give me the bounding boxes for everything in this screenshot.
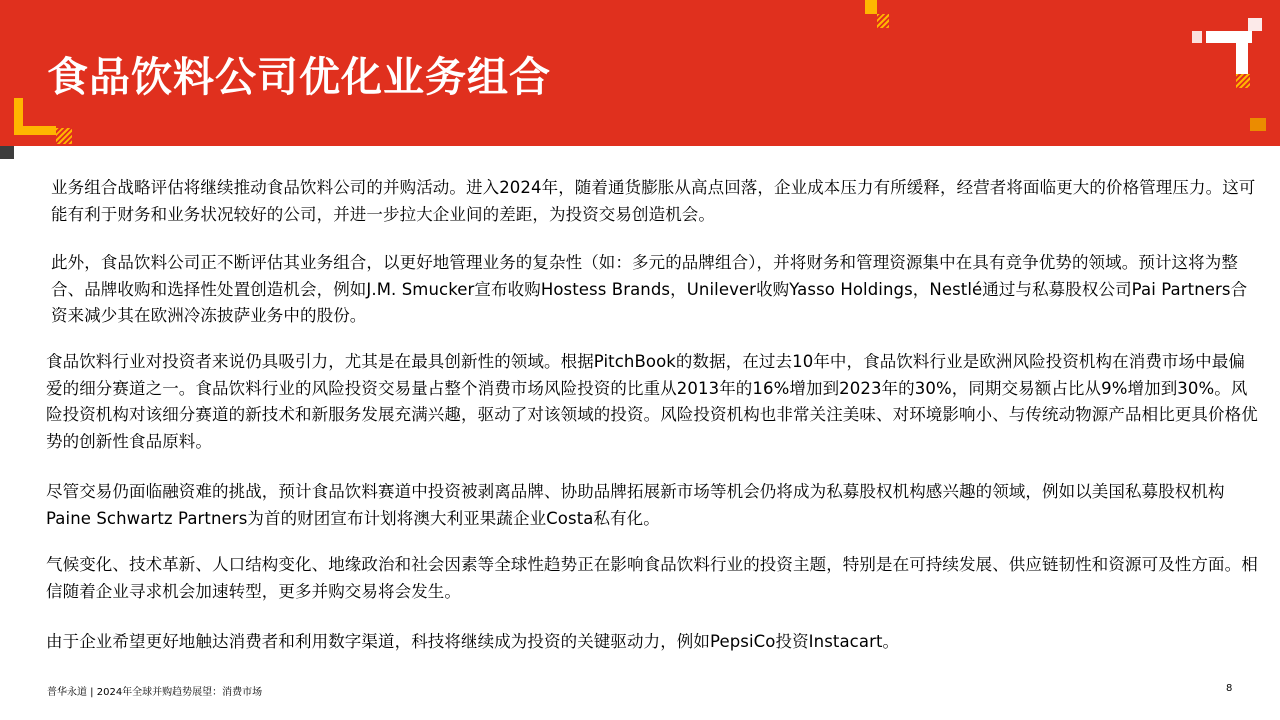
t-mark-top-notch — [1248, 18, 1262, 31]
corner-square-right — [1250, 118, 1266, 131]
hatch-pattern-left — [56, 128, 72, 144]
paragraph-portfolio-review: 此外，食品饮料公司正不断评估其业务组合，以更好地管理业务的复杂性（如：多元的品牌组合），并将财务和管理资源集中在具有竞争优势的领域。预计这将为整合、品牌收购和选择性处置创造机会，例如J.M. Smucker宣布收购Hostess Brands，Unilever收购Yasso Holdings，Nestlé通过与私募股权公司Pai Partners合资来减少其在欧洲冷冻披萨业务中的股份。 — [51, 253, 1248, 325]
footer-source: 普华永道 | 2024年全球并购趋势展望：消费市场 — [47, 687, 263, 698]
header-banner — [0, 0, 1280, 146]
t-mark-stem — [1236, 31, 1248, 74]
paragraph-technology: 由于企业希望更好地触达消费者和利用数字渠道，科技将继续成为投资的关键驱动力，例如PepsiCo投资Instacart。 — [46, 632, 900, 651]
corner-bracket-left-base — [14, 126, 56, 135]
paragraph-venture-capital: 食品饮料行业对投资者来说仍具吸引力，尤其是在最具创新性的领域。根据PitchBook的数据，在过去10年中，食品饮料行业是欧洲风险投资机构在消费市场中最偏爱的细分赛道之一。食品饮料行业的风险投资交易量占整个消费市场风险投资的比重从2013年的16%增加到2023年的30%，同期交易额占比从9%增加到30%。风险投资机构对该细分赛道的新技术和新服务发展充满兴趣，驱动了对该领域的投资。风险投资机构也非常关注美味、对环境影响小、与传统动物源产品相比更具价格优势的创新性食品原料。 — [46, 352, 1258, 451]
left-edge-marker — [0, 146, 14, 159]
paragraph-private-equity: 尽管交易仍面临融资难的挑战，预计食品饮料赛道中投资被剥离品牌、协助品牌拓展新市场等机会仍将成为私募股权机构感兴趣的领域，例如以美国私募股权机构Paine Schwartz Partners为首的财团宣布计划将澳大利亚果蔬企业Costa私有化。 — [46, 482, 1225, 528]
hatch-pattern-right — [1236, 74, 1250, 88]
paragraph-portfolio-strategy: 业务组合战略评估将继续推动食品饮料公司的并购活动。进入2024年，随着通货膨胀从高点回落，企业成本压力有所缓释，经营者将面临更大的价格管理压力。这可能有利于财务和业务状况较好的公司，并进一步拉大企业间的差距，为投资交易创造机会。 — [51, 178, 1256, 224]
top-accent-mark — [865, 0, 877, 14]
hatch-pattern-top — [877, 14, 889, 28]
page-title: 食品饮料公司优化业务组合 — [47, 53, 551, 101]
page-number: 8 — [1226, 683, 1233, 694]
t-mark-dot — [1192, 31, 1202, 43]
paragraph-global-trends: 气候变化、技术革新、人口结构变化、地缘政治和社会因素等全球性趋势正在影响食品饮料行业的投资主题，特别是在可持续发展、供应链韧性和资源可及性方面。相信随着企业寻求机会加速转型，更多并购交易将会发生。 — [46, 555, 1258, 601]
